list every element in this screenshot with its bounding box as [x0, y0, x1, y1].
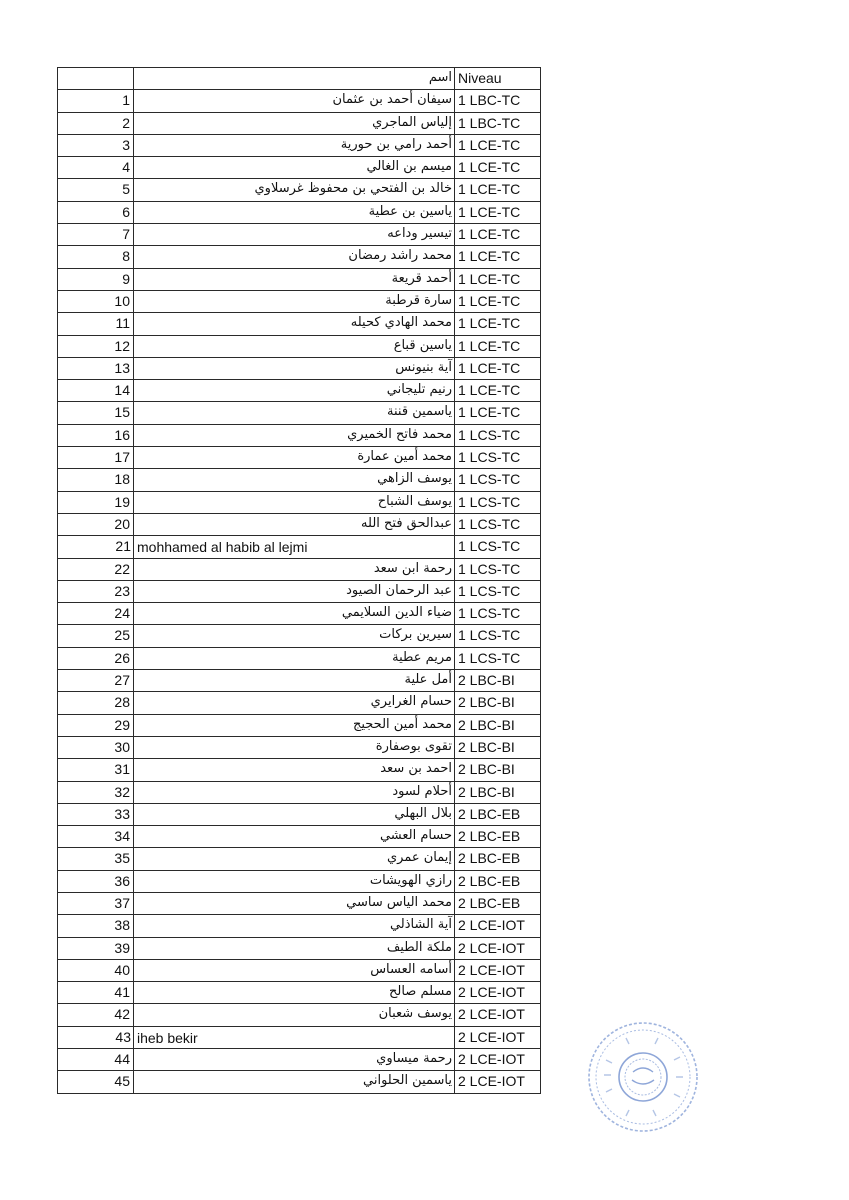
table-row [58, 246, 542, 268]
row-name-cell: إلياس الماجري [133, 112, 455, 135]
row-niveau: 1 LBC-TC [454, 89, 541, 112]
header-niveau: Niveau [454, 67, 541, 90]
row-name-cell: سيفان أحمد بن عثمان [133, 89, 455, 112]
row-number: 26 [57, 647, 134, 670]
row-number: 5 [57, 178, 134, 201]
row-number: 11 [57, 312, 134, 335]
table-row [58, 157, 542, 179]
row-niveau: 1 LCS-TC [454, 602, 541, 625]
row-name-cell: أسامه العساس [133, 959, 455, 982]
row-name-cell: ياسين قباع [133, 335, 455, 358]
row-niveau: 2 LBC-BI [454, 691, 541, 714]
table-row [58, 514, 542, 536]
header-name: اسم [133, 67, 455, 90]
row-name-cell: محمد أمين الحجيج [133, 714, 455, 737]
row-number: 13 [57, 357, 134, 380]
table-row [58, 804, 542, 826]
row-niveau: 1 LCE-TC [454, 312, 541, 335]
row-name-cell: آية الشاذلي [133, 914, 455, 937]
row-niveau: 2 LBC-BI [454, 714, 541, 737]
row-number: 19 [57, 491, 134, 514]
row-number: 41 [57, 981, 134, 1004]
table-row [58, 625, 542, 647]
row-name-cell: ياسمين الحلواني [133, 1070, 455, 1093]
row-niveau: 2 LCE-IOT [454, 1048, 541, 1071]
row-niveau: 1 LCS-TC [454, 580, 541, 603]
row-name-cell: ياسمين قننة [133, 401, 455, 424]
official-stamp [586, 1020, 700, 1134]
row-number: 8 [57, 245, 134, 268]
row-name-cell: حسام الغرايري [133, 691, 455, 714]
row-niveau: 1 LCS-TC [454, 468, 541, 491]
row-niveau: 1 LCE-TC [454, 335, 541, 358]
row-name-cell: احمد بن سعد [133, 758, 455, 781]
row-number: 12 [57, 335, 134, 358]
row-name-cell: مريم عطية [133, 647, 455, 670]
row-niveau: 1 LCS-TC [454, 491, 541, 514]
row-number: 20 [57, 513, 134, 536]
row-niveau: 2 LBC-EB [454, 825, 541, 848]
row-number: 32 [57, 781, 134, 804]
row-niveau: 1 LCE-TC [454, 357, 541, 380]
table-body [58, 90, 542, 1093]
row-name-cell: محمد الياس ساسي [133, 892, 455, 915]
table-row [58, 224, 542, 246]
table-row [58, 1004, 542, 1026]
row-niveau: 1 LCE-TC [454, 223, 541, 246]
row-name-cell: تقوى بوصفارة [133, 736, 455, 759]
row-number: 40 [57, 959, 134, 982]
table-row [58, 715, 542, 737]
row-name-cell: ملكة الطيف [133, 937, 455, 960]
table-row [58, 982, 542, 1004]
table-row [58, 871, 542, 893]
row-number: 22 [57, 558, 134, 581]
row-niveau: 1 LCE-TC [454, 134, 541, 157]
row-niveau: 2 LCE-IOT [454, 981, 541, 1004]
row-niveau: 2 LCE-IOT [454, 1026, 541, 1049]
row-niveau: 1 LCS-TC [454, 424, 541, 447]
row-niveau: 2 LCE-IOT [454, 1003, 541, 1026]
row-number: 43 [57, 1026, 134, 1049]
table-row [58, 536, 542, 558]
row-niveau: 2 LBC-BI [454, 758, 541, 781]
table-row [58, 90, 542, 112]
row-niveau: 1 LCE-TC [454, 156, 541, 179]
row-name-cell: سيرين بركات [133, 624, 455, 647]
row-name-cell: إيمان عمري [133, 847, 455, 870]
row-number: 2 [57, 112, 134, 135]
table-row [58, 135, 542, 157]
row-niveau: 2 LBC-EB [454, 870, 541, 893]
row-number: 38 [57, 914, 134, 937]
row-number: 1 [57, 89, 134, 112]
row-number: 17 [57, 446, 134, 469]
table-row [58, 313, 542, 335]
row-name-cell: حسام العشي [133, 825, 455, 848]
row-number: 7 [57, 223, 134, 246]
row-number: 39 [57, 937, 134, 960]
row-niveau: 1 LCS-TC [454, 647, 541, 670]
table-row [58, 269, 542, 291]
row-name-cell: ياسين بن عطية [133, 201, 455, 224]
row-name-cell: أمل علية [133, 669, 455, 692]
table-row [58, 425, 542, 447]
table-row [58, 648, 542, 670]
table-row [58, 826, 542, 848]
row-niveau: 1 LCE-TC [454, 290, 541, 313]
row-number: 9 [57, 268, 134, 291]
row-name-cell: تيسير وداعه [133, 223, 455, 246]
table-row [58, 113, 542, 135]
row-number: 37 [57, 892, 134, 915]
table-row [58, 291, 542, 313]
row-niveau: 2 LBC-BI [454, 736, 541, 759]
table-header [58, 68, 542, 90]
row-niveau: 1 LCE-TC [454, 245, 541, 268]
row-number: 45 [57, 1070, 134, 1093]
table-row [58, 782, 542, 804]
row-number: 36 [57, 870, 134, 893]
row-number: 29 [57, 714, 134, 737]
row-number: 44 [57, 1048, 134, 1071]
row-name-cell: ميسم بن الغالي [133, 156, 455, 179]
row-niveau: 2 LCE-IOT [454, 959, 541, 982]
row-name-cell: يوسف الزاهي [133, 468, 455, 491]
row-name-cell: يوسف شعبان [133, 1003, 455, 1026]
row-niveau: 2 LBC-BI [454, 781, 541, 804]
row-number: 21 [57, 535, 134, 558]
table-row [58, 581, 542, 603]
table-row [58, 848, 542, 870]
row-name-cell: عبدالحق فتح الله [133, 513, 455, 536]
table-row [58, 603, 542, 625]
row-name-cell: سارة قرطبة [133, 290, 455, 313]
row-name-cell: محمد فاتح الخميري [133, 424, 455, 447]
row-number: 25 [57, 624, 134, 647]
row-niveau: 2 LBC-EB [454, 847, 541, 870]
row-number: 6 [57, 201, 134, 224]
table-row [58, 336, 542, 358]
row-niveau: 2 LBC-EB [454, 892, 541, 915]
row-number: 42 [57, 1003, 134, 1026]
row-name-cell: محمد أمين عمارة [133, 446, 455, 469]
row-number: 35 [57, 847, 134, 870]
row-number: 18 [57, 468, 134, 491]
row-niveau: 1 LBC-TC [454, 112, 541, 135]
row-niveau: 1 LCE-TC [454, 379, 541, 402]
table-row [58, 1027, 542, 1049]
table-row [58, 670, 542, 692]
row-name: mohhamed al habib al lejmi [137, 539, 308, 556]
table-row [58, 492, 542, 514]
header-num [57, 67, 134, 90]
table-row [58, 893, 542, 915]
row-niveau: 2 LBC-BI [454, 669, 541, 692]
table-row [58, 380, 542, 402]
table-row [58, 915, 542, 937]
table-row [58, 559, 542, 581]
table-row [58, 1049, 542, 1071]
table-row [58, 759, 542, 781]
table-row [58, 1071, 542, 1093]
row-niveau: 1 LCE-TC [454, 201, 541, 224]
row-name-cell: مسلم صالح [133, 981, 455, 1004]
table-row [58, 692, 542, 714]
table-row [58, 960, 542, 982]
row-number: 24 [57, 602, 134, 625]
row-niveau: 1 LCS-TC [454, 558, 541, 581]
students-table [58, 68, 542, 1094]
row-niveau: 2 LCE-IOT [454, 914, 541, 937]
row-number: 34 [57, 825, 134, 848]
row-number: 30 [57, 736, 134, 759]
row-name-cell: يوسف الشباح [133, 491, 455, 514]
row-name-cell: آية بنيونس [133, 357, 455, 380]
row-niveau: 1 LCE-TC [454, 178, 541, 201]
table-row [58, 469, 542, 491]
row-name-cell: بلال البهلي [133, 803, 455, 826]
table-row [58, 737, 542, 759]
row-name-cell: أحلام لسود [133, 781, 455, 804]
row-name-cell: عبد الرحمان الصيود [133, 580, 455, 603]
row-name-cell: محمد راشد رمضان [133, 245, 455, 268]
row-number: 10 [57, 290, 134, 313]
row-niveau: 1 LCS-TC [454, 513, 541, 536]
row-name-cell: رحمة ميساوي [133, 1048, 455, 1071]
row-niveau: 1 LCS-TC [454, 624, 541, 647]
row-niveau: 2 LCE-IOT [454, 937, 541, 960]
row-name-cell: أحمد رامي بن حورية [133, 134, 455, 157]
row-niveau: 1 LCS-TC [454, 446, 541, 469]
row-niveau: 2 LCE-IOT [454, 1070, 541, 1093]
row-number: 15 [57, 401, 134, 424]
row-name: iheb bekir [137, 1029, 198, 1046]
row-name-cell: رحمة ابن سعد [133, 558, 455, 581]
table-row [58, 402, 542, 424]
row-niveau: 1 LCS-TC [454, 535, 541, 558]
table-row [58, 179, 542, 201]
row-number: 3 [57, 134, 134, 157]
row-number: 14 [57, 379, 134, 402]
row-name-cell: رازي الهويشات [133, 870, 455, 893]
table-row [58, 447, 542, 469]
row-name-cell: ضياء الدين السلايمي [133, 602, 455, 625]
table-row [58, 358, 542, 380]
row-number: 31 [57, 758, 134, 781]
row-number: 23 [57, 580, 134, 603]
row-niveau: 1 LCE-TC [454, 401, 541, 424]
row-number: 4 [57, 156, 134, 179]
row-niveau: 2 LBC-EB [454, 803, 541, 826]
row-name-cell: خالد بن الفتحي بن محفوظ غرسلاوي [133, 178, 455, 201]
row-number: 16 [57, 424, 134, 447]
row-name-cell: رنيم تليجاني [133, 379, 455, 402]
row-niveau: 1 LCE-TC [454, 268, 541, 291]
table-row [58, 202, 542, 224]
row-number: 27 [57, 669, 134, 692]
row-number: 33 [57, 803, 134, 826]
row-number: 28 [57, 691, 134, 714]
row-name-cell: محمد الهادي كحيله [133, 312, 455, 335]
table-row [58, 938, 542, 960]
row-name-cell: أحمد قريعة [133, 268, 455, 291]
